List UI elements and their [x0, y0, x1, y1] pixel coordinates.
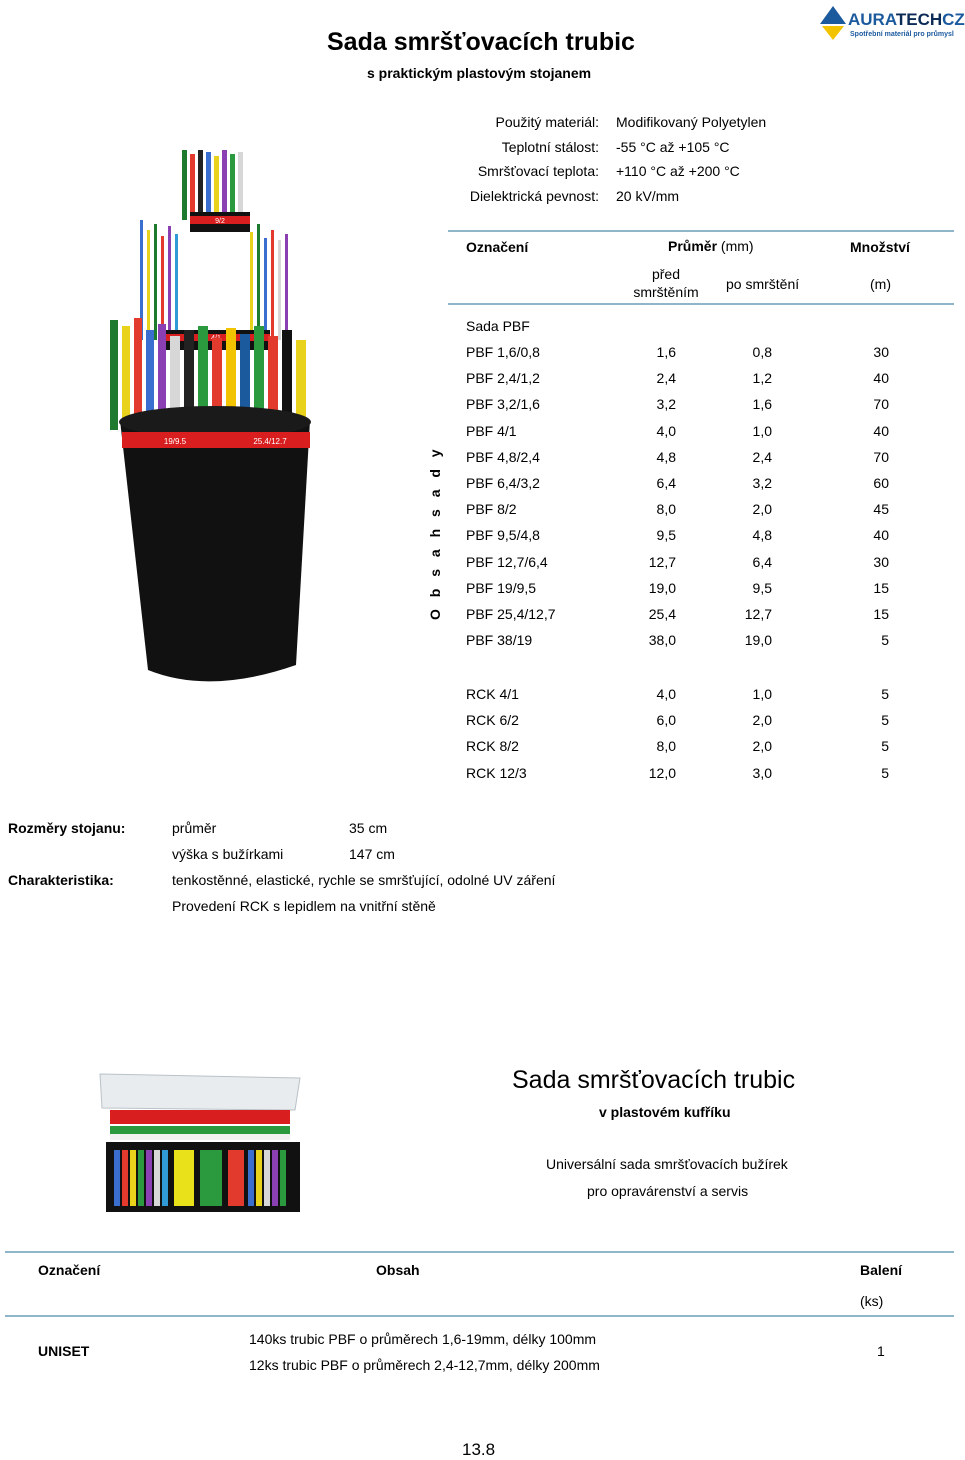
cell-qty: 5: [881, 764, 889, 781]
cell-after: 6,4: [752, 553, 772, 570]
logo-tagline: Spotřební materiál pro průmysl: [850, 31, 954, 38]
logo-text-aura: AURA: [848, 10, 896, 29]
spec-value: 20 kV/mm: [616, 187, 680, 204]
cell-qty: 5: [881, 632, 889, 649]
cell-qty: 5: [881, 712, 889, 729]
cell-qty: 40: [873, 527, 889, 544]
cell-before: 3,2: [656, 396, 676, 413]
col-header-qty: Množství: [850, 239, 910, 255]
logo-wordmark: [848, 10, 965, 30]
cell-name: PBF 9,5/4,8: [466, 527, 540, 544]
cell-name: PBF 6,4/3,2: [466, 475, 540, 491]
col-header-diam-unit: (mm): [720, 238, 754, 254]
cell-after: 2,0: [752, 712, 772, 729]
col-header-before: před smrštěním: [633, 266, 699, 300]
logo-text-cz: CZ: [942, 10, 965, 29]
cell-after: 9,5: [752, 579, 772, 596]
cell-before: 12,0: [648, 764, 676, 781]
height-label: výška s bužírkami: [172, 846, 284, 862]
spec-value: Modifikovaný Polyetylen: [616, 114, 767, 130]
cell-qty: 5: [881, 686, 889, 702]
cell-qty: 5: [881, 738, 889, 755]
cell-after: 2,4: [752, 448, 772, 465]
char-text: tenkostěnné, elastické, rychle se smršťující, odolné UV záření: [172, 872, 556, 888]
cell-after: 0,8: [752, 344, 772, 360]
col-header-qty-unit: (m): [870, 276, 891, 292]
bottom-col-pack: Balení: [860, 1262, 903, 1278]
cell-name: PBF 8/2: [466, 501, 517, 518]
cell-before: 19,0: [648, 579, 676, 596]
spec-value: +110 °C až +200 °C: [616, 163, 740, 179]
cell-qty: 70: [873, 448, 889, 465]
cell-after: 19,0: [744, 632, 772, 649]
stand-label-c: 19/9.5: [163, 437, 187, 446]
cell-before: 12,7: [648, 553, 676, 570]
spec-value: -55 °C až +105 °C: [616, 138, 730, 155]
kit-title: Sada smršťovacích trubic: [512, 1066, 796, 1094]
kit-case-photo: [90, 1070, 305, 1220]
bottom-table-top-rule: [5, 1251, 954, 1253]
cell-qty: 15: [873, 579, 889, 596]
cell-before: 1,6: [656, 344, 676, 360]
bottom-row-line2: 12ks trubic PBF o průměrech 2,4-12,7mm, délky 200mm: [249, 1357, 600, 1373]
stand-photo: [60, 150, 350, 685]
cell-name: PBF 1,6/0,8: [466, 344, 540, 360]
cell-before: 4,0: [656, 422, 676, 439]
kit-desc2: pro opravárenství a servis: [587, 1183, 749, 1199]
side-label: O b s a h s a d y: [427, 445, 443, 620]
cell-after: 1,2: [752, 370, 772, 387]
char-label: Charakteristika:: [8, 872, 114, 888]
cell-name: PBF 2,4/1,2: [466, 370, 540, 387]
table-header-rule: [448, 303, 954, 305]
cell-before: 8,0: [656, 501, 676, 518]
cell-after: 1,0: [752, 422, 772, 439]
cell-after: 3,0: [752, 764, 772, 781]
cell-before: 4,8: [656, 448, 676, 465]
kit-tubes: [114, 1150, 286, 1206]
cell-before: 8,0: [656, 738, 676, 755]
cell-after: 12,7: [744, 606, 772, 622]
cell-qty: 15: [873, 606, 889, 622]
cell-after: 2,0: [752, 501, 772, 518]
cell-name: RCK 4/1: [466, 686, 519, 702]
col-header-name: Označení: [466, 239, 529, 255]
logo-text-tech: TECH: [895, 10, 943, 29]
kit-desc1: Universální sada smršťovacích bužírek: [546, 1156, 788, 1172]
cell-name: PBF 25,4/12,7: [466, 606, 556, 622]
stand-label-d: 25.4/12.7: [253, 437, 287, 446]
cell-before: 4,0: [656, 686, 676, 702]
page-number: 13.8: [462, 1440, 496, 1459]
cell-after: 1,6: [752, 396, 772, 413]
top-tubes: [182, 150, 243, 220]
bottom-row-line1: 140ks trubic PBF o průměrech 1,6-19mm, délky 100mm: [249, 1331, 597, 1347]
cell-qty: 60: [873, 475, 889, 491]
cell-before: 6,4: [656, 475, 676, 491]
stand-label-a: 9/2: [215, 218, 225, 225]
cell-before: 2,4: [656, 370, 676, 387]
col-header-diam: [668, 238, 754, 254]
cell-name: PBF 19/9,5: [466, 579, 537, 596]
rck-note: Provedení RCK s lepidlem na vnitřní stěně: [172, 898, 436, 914]
table-top-rule: [448, 230, 954, 232]
group-title: Sada PBF: [466, 318, 530, 334]
cell-after: 3,2: [752, 475, 772, 491]
page-subtitle: s praktickým plastovým stojanem: [367, 65, 592, 81]
cell-after: 1,0: [752, 686, 772, 702]
height-value: 147 cm: [349, 846, 395, 862]
middle-tubes: [140, 220, 288, 340]
spec-label: Dielektrická pevnost:: [469, 187, 599, 204]
cell-name: PBF 3,2/1,6: [466, 396, 540, 413]
cell-before: 9,5: [656, 527, 676, 544]
cell-qty: 30: [873, 344, 889, 360]
spec-label: Teplotní stálost:: [501, 138, 599, 155]
cell-qty: 30: [873, 553, 889, 570]
cell-name: PBF 38/19: [466, 632, 533, 649]
cell-before: 38,0: [648, 632, 676, 649]
cell-before: 25,4: [648, 606, 676, 622]
diam-value: 35 cm: [349, 820, 388, 836]
page-title: Sada smršťovacích trubic: [327, 28, 635, 56]
bottom-table-header-rule: [5, 1315, 954, 1317]
bottom-row-name: UNISET: [38, 1343, 90, 1359]
spec-label: Smršťovací teplota:: [477, 163, 599, 179]
dims-label: Rozměry stojanu:: [8, 820, 126, 836]
spec-label: Použitý materiál:: [495, 114, 599, 130]
diam-label: průměr: [172, 820, 217, 836]
cell-name: PBF 12,7/6,4: [466, 553, 548, 570]
cell-before: 6,0: [656, 712, 676, 729]
kit-subtitle: v plastovém kufříku: [599, 1104, 731, 1120]
auratech-logo: [818, 4, 965, 42]
cell-qty: 40: [873, 370, 889, 387]
col-header-diam-label: Průměr: [668, 238, 718, 254]
cell-name: PBF 4,8/2,4: [466, 448, 540, 465]
cell-qty: 70: [873, 396, 889, 413]
cell-name: RCK 8/2: [466, 738, 519, 755]
bottom-col-content: Obsah: [376, 1262, 420, 1278]
bottom-row-pack: 1: [877, 1343, 885, 1359]
bottom-col-name: Označení: [38, 1262, 101, 1278]
stand-cylinder: [120, 420, 310, 681]
cell-name: PBF 4/1: [466, 422, 517, 439]
case-lid: [100, 1074, 300, 1110]
cell-qty: 45: [873, 501, 889, 518]
cell-name: RCK 6/2: [466, 712, 519, 729]
cell-name: RCK 12/3: [466, 764, 527, 781]
cell-after: 2,0: [752, 738, 772, 755]
col-header-after: po smrštění: [726, 276, 800, 292]
cell-qty: 40: [873, 422, 889, 439]
cell-after: 4,8: [752, 527, 772, 544]
bottom-col-pack-unit: (ks): [860, 1293, 884, 1309]
